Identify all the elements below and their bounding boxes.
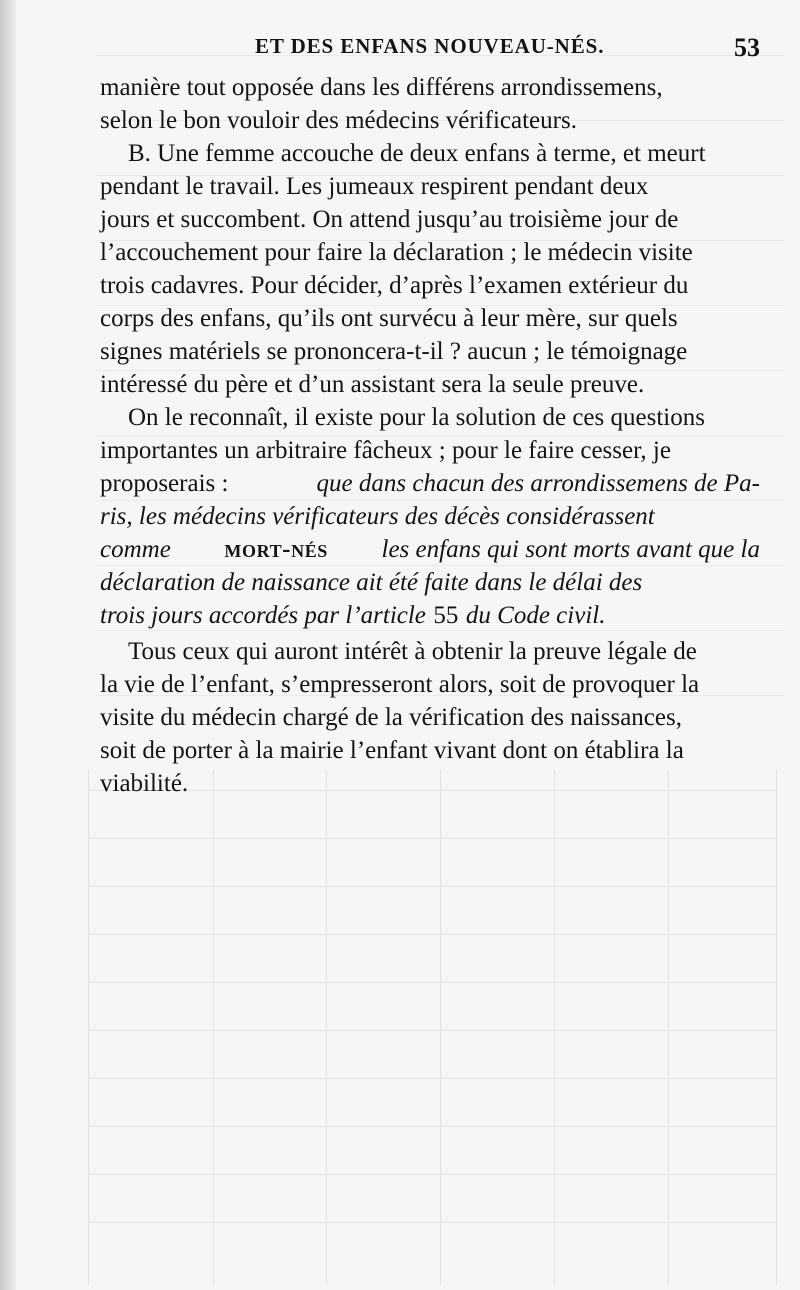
text-line: viabilité. [100,770,189,797]
show-through-table-rule [213,770,214,1285]
page-number: 53 [734,33,760,62]
text-line: manière tout opposée dans les différens arrondissemens, [100,74,663,101]
text-line: B. Une femme accouche de deux enfans à terme, et meurt [128,140,706,167]
text-line: l’accouchement pour faire la déclaration ; le médecin visite [100,239,693,266]
show-through-table-rule [326,770,327,1285]
show-through-table-rule [88,1174,778,1175]
paragraph-proposal [100,401,760,632]
text-line: la vie de l’enfant, s’empresseront alors, soit de provoquer la [100,671,700,698]
article-number: 55 [433,602,459,629]
page-gutter-shadow [0,0,16,1290]
show-through-table-rule [88,1030,778,1031]
text-italic: comme [100,536,171,563]
show-through-table-rule [88,1126,778,1127]
text-line: visite du médecin chargé de la vérification des naissances, [100,704,682,731]
text-line: importantes un arbitraire fâcheux ; pour le faire cesser, je [100,437,671,464]
text-italic: du Code civil. [465,602,606,629]
show-through-table [88,770,778,1285]
text-line: selon le bon vouloir des médecins vérificateurs. [100,107,577,134]
text-line: signes matériels se prononcera-t-il ? aucun ; le témoignage [100,338,688,365]
text-line: pendant le travail. Les jumeaux respirent pendant deux [100,173,649,200]
text-line-italic [100,533,760,566]
text-line: intéressé du père et d’un assistant sera la seule preuve. [100,371,645,398]
show-through-table-rule [554,770,555,1285]
show-through-table-rule [88,1078,778,1079]
text-line-italic [100,599,760,632]
text-line: corps des enfans, qu’ils ont survécu à leur mère, sur quels [100,305,678,332]
text-line [100,467,760,500]
text-line: Tous ceux qui auront intérêt à obtenir la preuve légale de [128,638,697,665]
text-line: jours et succombent. On attend jusqu’au troisième jour de [100,206,679,233]
running-head: ET DES ENFANS NOUVEAU-NÉS. [255,34,605,58]
text-roman: proposerais : [100,470,229,497]
paragraph-continuation [100,71,760,137]
text-line: trois cadavres. Pour décider, d’après l’examen extérieur du [100,272,689,299]
show-through-table-rule [88,934,778,935]
text-line-italic: ris, les médecins vérificateurs des décès considérassent [100,503,655,530]
paragraph-case-b [100,137,760,401]
text-line-italic: déclaration de naissance ait été faite dans le délai des [100,569,643,596]
show-through-table-rule [88,770,89,1285]
show-through-table-rule [88,982,778,983]
show-through-table-rule [776,770,777,1285]
paragraph-conclusion [100,635,760,800]
text-line: On le reconnaît, il existe pour la solution de ces questions [128,404,705,431]
show-through-table-rule [88,838,778,839]
show-through-table-rule [88,886,778,887]
text-italic: les enfans qui sont morts avant que la [381,536,760,563]
text-italic: que dans chacun des arrondissemens de Pa- [316,470,760,497]
show-through-table-rule [668,770,669,1285]
text-line: soit de porter à la mairie l’enfant vivant dont on établira la [100,737,684,764]
text-italic: trois jours accordés par l’article [100,602,426,629]
show-through-table-rule [440,770,441,1285]
text-small-caps: mort-nés [224,536,328,563]
show-through-table-rule [88,1222,778,1223]
